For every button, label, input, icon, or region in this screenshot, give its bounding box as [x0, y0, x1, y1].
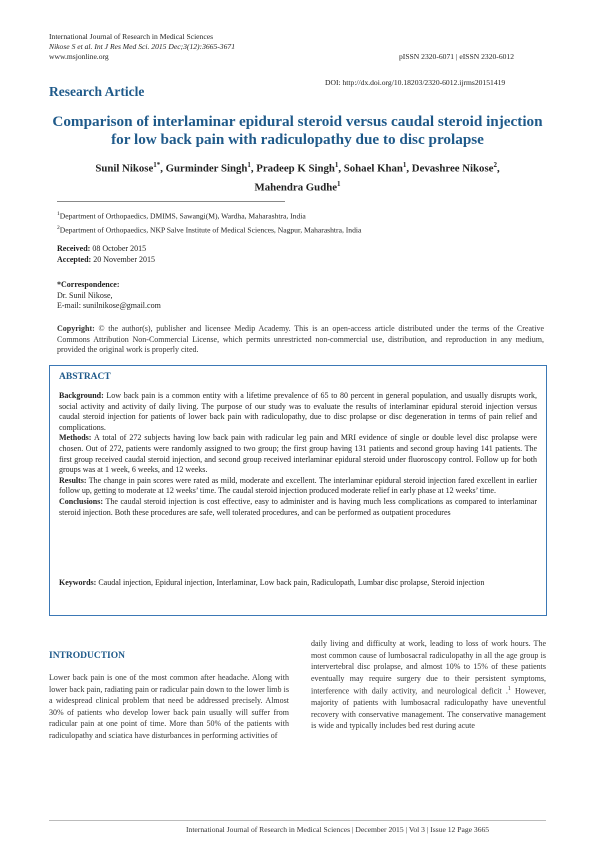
received-date: [57, 244, 146, 255]
background-text: Low back pain is a common entity with a lifetime prevalence of 65 to 80 percent in general population, and usually disrupts work, social activity and activity of daily living. The purpose of our study was to evaluate the results of interlaminar epidural steroid injection versus caudal steroid injection for patients of lower back pain with radiculopathy, due to disc prolapse or disc degeneration in terms of pain relief and complications.: [59, 391, 538, 432]
correspondence-email[interactable]: E-mail: sunilnikose@gmail.com: [57, 301, 161, 310]
intro-column-1: Lower back pain is one of the most common after headache. Along with lower back pain, radiating pain or radicular pain down to the lower limb is a widespread clinical problem that need be addressed precisely. Almost 30% of patients who develop lower back pain usually will suffer from radicular pain at one point of time. More than 50% of the patients with radiculopathy and sciatica have disturbances in performing activities of: [49, 673, 289, 740]
abstract-results: [59, 476, 537, 497]
author-sup: 1*: [153, 161, 161, 169]
author-sup: 1: [247, 161, 251, 169]
affiliations: [57, 209, 547, 235]
author: Sunil Nikose: [95, 162, 154, 175]
footer-divider: [49, 820, 546, 821]
affiliation-2: [57, 223, 547, 236]
author: Sohael Khan: [343, 162, 403, 175]
aff-sup: 1: [57, 211, 60, 217]
copyright-label: Copyright:: [57, 324, 95, 333]
results-text: The change in pain scores were rated as mild, moderate and excellent. The interlaminar epidural steroid injection fared excellent in earlier follow up, getting to moderate at 12 weeks’ time. The caudal steroid injection produced moderate relief in early phase at 12 weeks’ time.: [59, 475, 538, 496]
page-footer: International Journal of Research in Medical Sciences | December 2015 | Vol 3 | Issue 12 Page 3665: [186, 825, 490, 834]
copyright-text: © the author(s), publisher and licensee Medip Academy. This is an open-access article distributed under the terms of the Creative Commons Attribution Non-Commercial License, which permits unrestricted non-commercial use, distribution, and reproduction in any medium, provided the original work is properly cited.: [57, 324, 544, 354]
introduction-heading: INTRODUCTION: [49, 651, 126, 661]
author: Gurminder Singh: [165, 162, 248, 175]
copyright-notice: [57, 324, 544, 356]
author-list: Sunil Nikose$^{1*}$, Gurminder Singh$^1$, Pradeep K Singh$^1$, Sohael Khan$^1$, Devashree Nikose$^2$, Mahendra Gudhe$^1$: [95, 161, 500, 194]
intro-column-2: [311, 638, 546, 732]
author-sup: 1: [337, 179, 341, 188]
issn: pISSN 2320-6071 | eISSN 2320-6012: [399, 52, 515, 61]
keywords-label: Keywords:: [59, 578, 97, 587]
results-label: Results:: [59, 475, 87, 485]
aff-text: Department of Orthopaedics, NKP Salve Institute of Medical Sciences, Nagpur, Maharashtra, India: [59, 225, 362, 235]
keywords: [59, 578, 537, 589]
methods-label: Methods:: [59, 433, 92, 443]
methods-text: A total of 272 subjects having low back pain with radicular leg pain and MRI evidence of single or double level disc prolapse were chosen. Out of 272, patients were randomly assigned to two group; the first group having 131 patients and second group having 141 patients. The first group received caudal steroid injection, and second group received interlaminar epidural steroid under fluoroscopy control. Follow up for both groups was at 1 week, 6 weeks, and 12 weeks.: [59, 433, 537, 475]
article-title: Comparison of interlaminar epidural steroid versus caudal steroid injection for low back pain with radiculopathy due to disc prolapse: [52, 113, 543, 148]
background-label: Background:: [59, 391, 104, 400]
intro-col2-text-a: daily living and difficulty at work, leading to loss of work hours. The most common cause of lumbosacral radiculopathy in all the age group is intervertebral disc prolapse, and almost 10% to 15% of these patients eventually may require surgery due to their persistent symptoms, interference with daily activity, and neurological deficit .: [311, 639, 546, 696]
received-label: Received:: [57, 244, 91, 253]
journal-name: International Journal of Research in Medical Sciences: [49, 32, 214, 41]
conclusions-label: Conclusions:: [59, 496, 104, 506]
correspondence: [57, 280, 161, 312]
aff-text: Department of Orthopaedics, DMIMS, Sawangi(M), Wardha, Maharashtra, India: [59, 211, 306, 221]
author: Mahendra Gudhe: [254, 181, 337, 194]
website-link[interactable]: www.msjonline.org: [49, 52, 109, 61]
affiliation-1: [57, 209, 547, 222]
conclusions-text: The caudal steroid injection is cost effective, easy to administer and is having much less complications as compared to interlaminar steroid injection. Both these procedures are safe, well tolerated procedures, and can be performed as outpatient procedures: [59, 496, 537, 517]
author-sup: 1: [334, 161, 339, 169]
correspondence-name: Dr. Sunil Nikose,: [57, 290, 113, 300]
aff-sup: 2: [57, 224, 60, 231]
citation-sup: 1: [507, 686, 511, 692]
abstract-body: [59, 391, 537, 518]
abstract-conclusions: [59, 497, 537, 518]
accepted-date: [57, 255, 155, 266]
intro-col2-text-b: However, majority of patients with lumbosacral radiculopathy have uneventful recovery with conservative management. The conservative management is wide and typically includes bed rest during acute: [311, 686, 547, 731]
abstract-background: [59, 391, 537, 433]
abstract-methods: [59, 433, 537, 475]
abstract-heading: ABSTRACT: [59, 372, 111, 382]
received-value: 08 October 2015: [92, 244, 147, 253]
citation-text: Nikose S et al. Int J Res Med Sci. 2015 Dec;3(12):3665-3671: [49, 42, 235, 51]
citation: [49, 42, 235, 52]
doi-link[interactable]: DOI: http://dx.doi.org/10.18203/2320-6012.ijrms20151419: [325, 78, 506, 87]
article-type: Research Article: [49, 84, 145, 99]
accepted-label: Accepted:: [57, 255, 92, 264]
author: Pradeep K Singh: [256, 162, 335, 175]
author-sup: 2: [493, 161, 497, 169]
divider: [57, 201, 285, 202]
keywords-text: Caudal injection, Epidural injection, Interlaminar, Low back pain, Radiculopath, Lumbar disc prolapse, Steroid injection: [98, 578, 485, 587]
author: Devashree Nikose: [411, 162, 494, 175]
author-sup: 1: [402, 161, 407, 169]
correspondence-label: *Correspondence:: [57, 280, 120, 289]
accepted-value: 20 November 2015: [93, 255, 155, 264]
